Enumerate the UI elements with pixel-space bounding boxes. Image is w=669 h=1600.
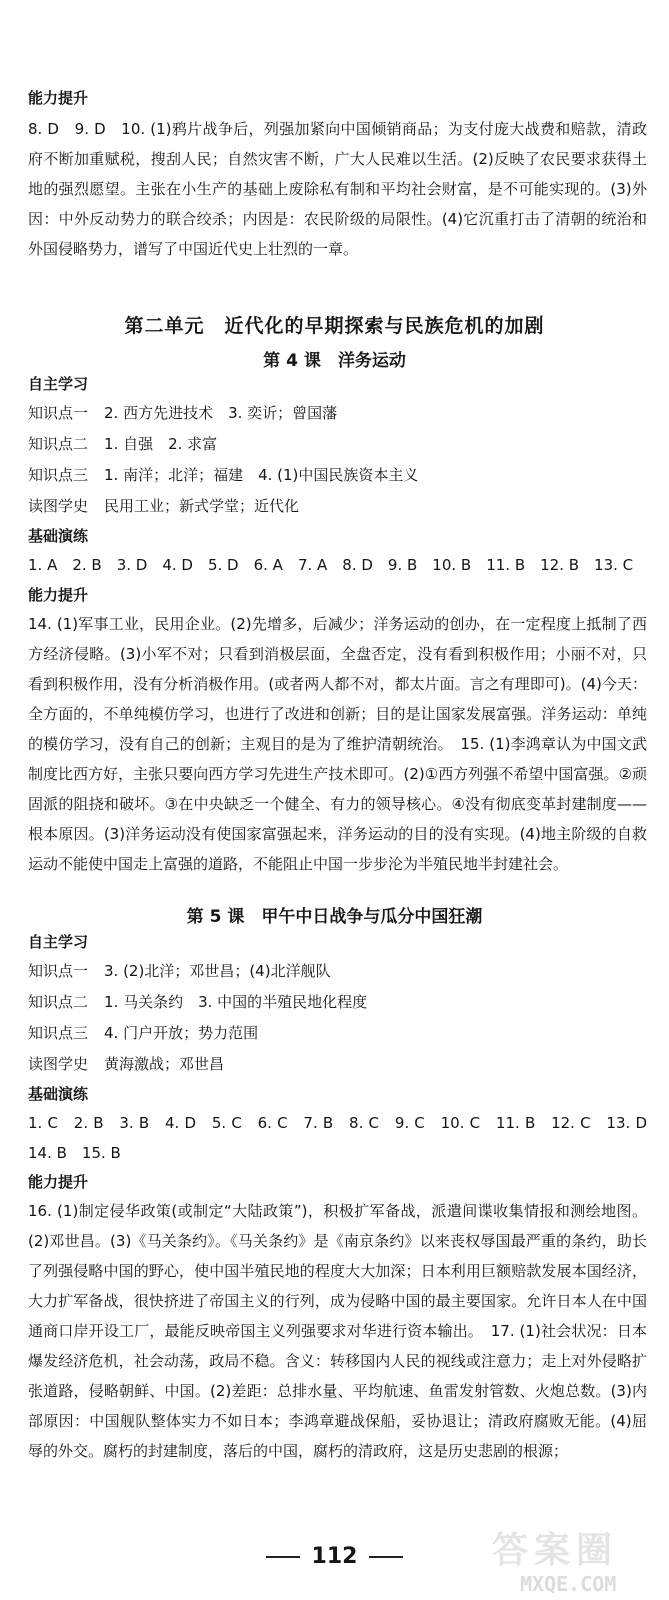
basic-answers: 1. C 2. B 3. B 4. D 5. C 6. C 7. B 8. C 9. C 10. C 11. B 12. C 13. D 14. B 15. B [28,1114,663,1162]
lesson4-title: 第 4 课 洋务运动 [263,351,406,371]
ability-answers: 14. (1)军事工业，民用企业。(2)先增多，后减少；洋务运动的创办，在一定程度上抵制了西方经济侵略。(3)小军不对；只看到消极层面，全盘否定，没有看到积极作用；小丽不对，只看到积极作用，没有分析消极作用。(或者两人都不对，都太片面。言之有理即可)。(4)今天：全方面的，不单纯模仿学习，也进行了改进和创新；目的是让国家发展富强。洋务运动：单纯的模仿学习，没有自己的创新；主观目的是为了维护清朝统治。 15. (1)李鸿章认为中国文武制度比西方好，主张只要向西方学习先进生产技术即可。(2)①西方列强不希望中国富强。②顽固派的阻挠和破坏。③在中央缺乏一个健全、有力的领导核心。④没有彻底变革封建制度——根本原因。(3)洋务运动没有使国家富强起来，洋务运动的目的没有实现。(4)地主阶级的自救运动不能使中国走上富强的道路，不能阻止中国一步步沦为半殖民地半封建社会。 [28,615,647,873]
section-heading-ability: 能力提升 [28,1173,89,1191]
section-heading-self-study: 自主学习 [28,933,89,951]
knowledge-row: 知识点三 4. 门户开放；势力范围 [28,1024,259,1042]
page-number-dash-left [266,1556,300,1558]
knowledge-row: 读图学史 黄海激战；邓世昌 [28,1055,225,1073]
watermark-logo [478,1522,658,1596]
knowledge-row: 知识点二 1. 自强 2. 求富 [28,435,218,453]
knowledge-points-list [0,956,669,1080]
section-heading-basic: 基础演练 [28,527,89,545]
knowledge-points-list [0,398,669,522]
section-heading-basic: 基础演练 [28,1085,89,1103]
knowledge-row: 读图学史 民用工业；新式学堂；近代化 [28,497,300,515]
lesson4-block [0,374,669,879]
page-number-text: 112 [311,1544,358,1569]
lesson3-ability-block [0,88,669,264]
page-number-dash-right [369,1556,403,1558]
section-heading-ability: 能力提升 [28,586,89,604]
lesson5-title: 第 5 课 甲午中日战争与瓜分中国狂潮 [186,907,483,927]
unit-title: 第二单元 近代化的早期探索与民族危机的加剧 [124,315,545,337]
lesson5-block [0,932,669,1466]
ability-answers: 8. D 9. D 10. (1)鸦片战争后，列强加紧向中国倾销商品；为支付庞大战费和赔款，清政府不断加重赋税，搜刮人民；自然灾害不断，广大人民难以生活。(2)反映了农民要求获得土地的强烈愿望。主张在小生产的基础上废除私有制和平均社会财富，是不可能实现的。(3)外因：中外反动势力的联合绞杀；内因是：农民阶级的局限性。(4)它沉重打击了清朝的统治和外国侵略势力，谱写了中国近代史上壮烈的一章。 [28,120,647,258]
watermark-url: MXQE.COM [520,1572,617,1596]
section-heading-ability: 能力提升 [28,89,89,107]
ability-answers: 16. (1)制定侵华政策(或制定“大陆政策”)，积极扩军备战，派遣间谍收集情报和测绘地图。(2)邓世昌。(3)《马关条约》。《马关条约》是《南京条约》以来丧权辱国最严重的条约，助长了列强侵略中国的野心，使中国半殖民地的程度大大加深；日本利用巨额赔款发展本国经济，大力扩军备战，很快挤进了帝国主义的行列，成为侵略中国的最主要国家。允许日本人在中国通商口岸开设工厂，最能反映帝国主义列强要求对华进行资本输出。 17. (1)社会状况：日本爆发经济危机，社会动荡，政局不稳。含义：转移国内人民的视线或注意力；走上对外侵略扩张道路，侵略朝鲜、中国。(2)差距：总排水量、平均航速、鱼雷发射管数、火炮总数。(3)内部原因：中国舰队整体实力不如日本；李鸿章避战保船，妥协退让；清政府腐败无能。(4)屈辱的外交。腐朽的封建制度，落后的中国，腐朽的清政府，这是历史悲剧的根源； [28,1202,647,1460]
knowledge-row: 知识点一 2. 西方先进技术 3. 奕䜣；曾国藩 [28,404,338,422]
watermark-text: 答案圈 [492,1530,619,1571]
knowledge-row: 知识点三 1. 南洋；北洋；福建 4. (1)中国民族资本主义 [28,466,419,484]
knowledge-row: 知识点二 1. 马关条约 3. 中国的半殖民地化程度 [28,993,368,1011]
basic-answers: 1. A 2. B 3. D 4. D 5. D 6. A 7. A 8. D 9. B 10. B 11. B 12. B 13. C [28,556,634,574]
section-heading-self-study: 自主学习 [28,375,89,393]
knowledge-row: 知识点一 3. (2)北洋；邓世昌；(4)北洋舰队 [28,962,331,980]
